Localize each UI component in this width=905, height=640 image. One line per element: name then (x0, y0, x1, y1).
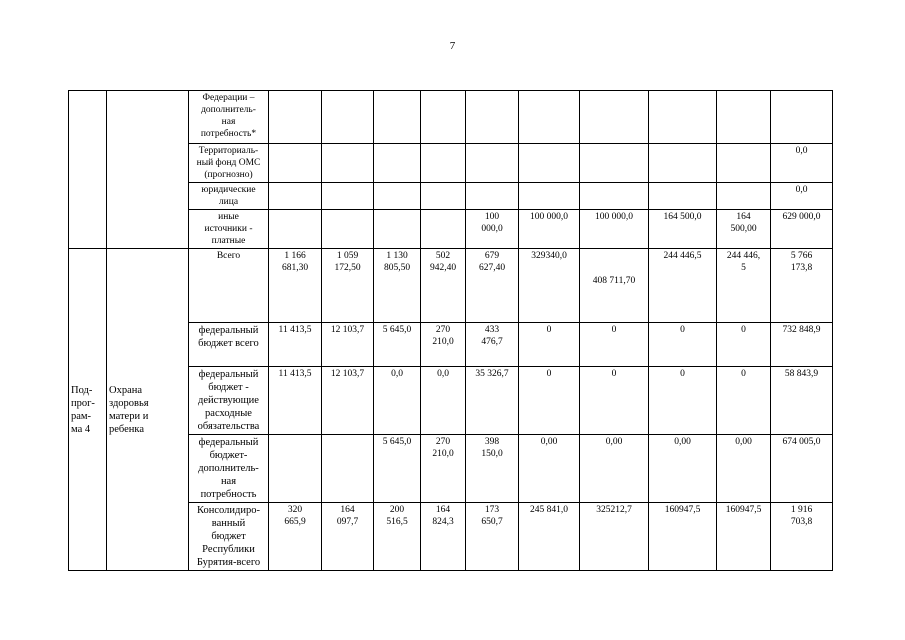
table-row (69, 91, 833, 144)
value-cell (580, 183, 649, 210)
value-cell: 270 210,0 (421, 435, 466, 503)
value-cell (421, 144, 466, 183)
value-cell (374, 183, 421, 210)
value-cell (322, 144, 374, 183)
value-cell: 502 942,40 (421, 249, 466, 323)
value-cell: 679 627,40 (466, 249, 519, 323)
funding-source-label: иные источники - платные (189, 210, 269, 249)
value-cell (421, 210, 466, 249)
value-cell: 0 (519, 367, 580, 435)
value-cell: 0,0 (374, 367, 421, 435)
value-cell: 173 650,7 (466, 503, 519, 571)
value-cell: 11 413,5 (269, 367, 322, 435)
value-cell (322, 183, 374, 210)
value-cell: 164 097,7 (322, 503, 374, 571)
page-number: 7 (449, 40, 456, 52)
value-cell (269, 91, 322, 144)
funding-source-label: федеральный бюджет - действующие расходные обязательства (189, 367, 269, 435)
value-cell (771, 91, 833, 144)
value-cell: 0,0 (771, 183, 833, 210)
value-cell (374, 91, 421, 144)
value-cell: 0,0 (771, 144, 833, 183)
funding-source-label: Территориаль- ный фонд ОМС (прогнозно) (189, 144, 269, 183)
funding-source-label: юридические лица (189, 183, 269, 210)
value-cell: 164 500,0 (649, 210, 717, 249)
value-cell: 0 (649, 367, 717, 435)
value-cell: 0,00 (580, 435, 649, 503)
value-cell: 674 005,0 (771, 435, 833, 503)
value-cell (717, 91, 771, 144)
table-row (69, 249, 833, 323)
value-cell: 0,00 (717, 435, 771, 503)
value-cell: 245 841,0 (519, 503, 580, 571)
value-cell: 244 446, 5 (717, 249, 771, 323)
value-cell (374, 144, 421, 183)
value-cell (466, 144, 519, 183)
value-cell: 0 (717, 367, 771, 435)
value-cell: 5 766 173,8 (771, 249, 833, 323)
value-cell (322, 435, 374, 503)
value-cell: 12 103,7 (322, 323, 374, 367)
value-cell: 0 (519, 323, 580, 367)
value-cell: 160947,5 (649, 503, 717, 571)
value-cell (322, 91, 374, 144)
value-cell: 11 413,5 (269, 323, 322, 367)
value-cell: 1 166 681,30 (269, 249, 322, 323)
value-cell: 320 665,9 (269, 503, 322, 571)
value-cell: 270 210,0 (421, 323, 466, 367)
value-cell: 398 150,0 (466, 435, 519, 503)
value-cell (466, 91, 519, 144)
value-cell (269, 435, 322, 503)
value-cell (519, 91, 580, 144)
value-cell: 0,00 (519, 435, 580, 503)
value-cell (269, 144, 322, 183)
value-cell: 0 (717, 323, 771, 367)
value-cell: 58 843,9 (771, 367, 833, 435)
value-cell: 1 059 172,50 (322, 249, 374, 323)
value-cell (649, 91, 717, 144)
value-cell: 160947,5 (717, 503, 771, 571)
value-cell (269, 210, 322, 249)
value-cell (519, 144, 580, 183)
value-cell (421, 91, 466, 144)
value-cell (649, 144, 717, 183)
value-cell: 5 645,0 (374, 323, 421, 367)
value-cell: 100 000,0 (466, 210, 519, 249)
value-cell: 200 516,5 (374, 503, 421, 571)
value-cell: 100 000,0 (519, 210, 580, 249)
value-cell: 0 (649, 323, 717, 367)
value-cell (322, 210, 374, 249)
subprogram-number: Под- прог- рам- ма 4 (69, 249, 107, 571)
funding-source-label: федеральный бюджет- дополнитель- ная потребность (189, 435, 269, 503)
value-cell: 1 130 805,50 (374, 249, 421, 323)
value-cell (649, 183, 717, 210)
value-cell: 0,00 (649, 435, 717, 503)
value-cell: 244 446,5 (649, 249, 717, 323)
value-cell (717, 183, 771, 210)
value-cell: 732 848,9 (771, 323, 833, 367)
value-cell (580, 144, 649, 183)
section-name-cell (107, 91, 189, 249)
value-cell: 629 000,0 (771, 210, 833, 249)
funding-source-label: Всего (189, 249, 269, 323)
funding-source-label: Федерации – дополнитель- ная потребность* (189, 91, 269, 144)
value-cell: 408 711,70 (580, 249, 649, 323)
value-cell: 164 824,3 (421, 503, 466, 571)
value-cell: 5 645,0 (374, 435, 421, 503)
value-cell: 1 916 703,8 (771, 503, 833, 571)
funding-source-label: федеральный бюджет всего (189, 323, 269, 367)
value-cell: 0,0 (421, 367, 466, 435)
value-cell (519, 183, 580, 210)
value-cell (374, 210, 421, 249)
value-cell: 0 (580, 323, 649, 367)
value-cell (421, 183, 466, 210)
value-cell: 329340,0 (519, 249, 580, 323)
budget-table (68, 90, 833, 571)
value-cell: 433 476,7 (466, 323, 519, 367)
value-cell: 0 (580, 367, 649, 435)
value-cell: 325212,7 (580, 503, 649, 571)
section-number-cell (69, 91, 107, 249)
value-cell (466, 183, 519, 210)
value-cell: 12 103,7 (322, 367, 374, 435)
subprogram-name: Охрана здоровья матери и ребенка (107, 249, 189, 571)
value-cell (717, 144, 771, 183)
value-cell: 35 326,7 (466, 367, 519, 435)
value-cell: 164 500,00 (717, 210, 771, 249)
value-cell: 100 000,0 (580, 210, 649, 249)
funding-source-label: Консолидиро- ванный бюджет Республики Бурятия-всего (189, 503, 269, 571)
value-cell (269, 183, 322, 210)
value-cell (580, 91, 649, 144)
